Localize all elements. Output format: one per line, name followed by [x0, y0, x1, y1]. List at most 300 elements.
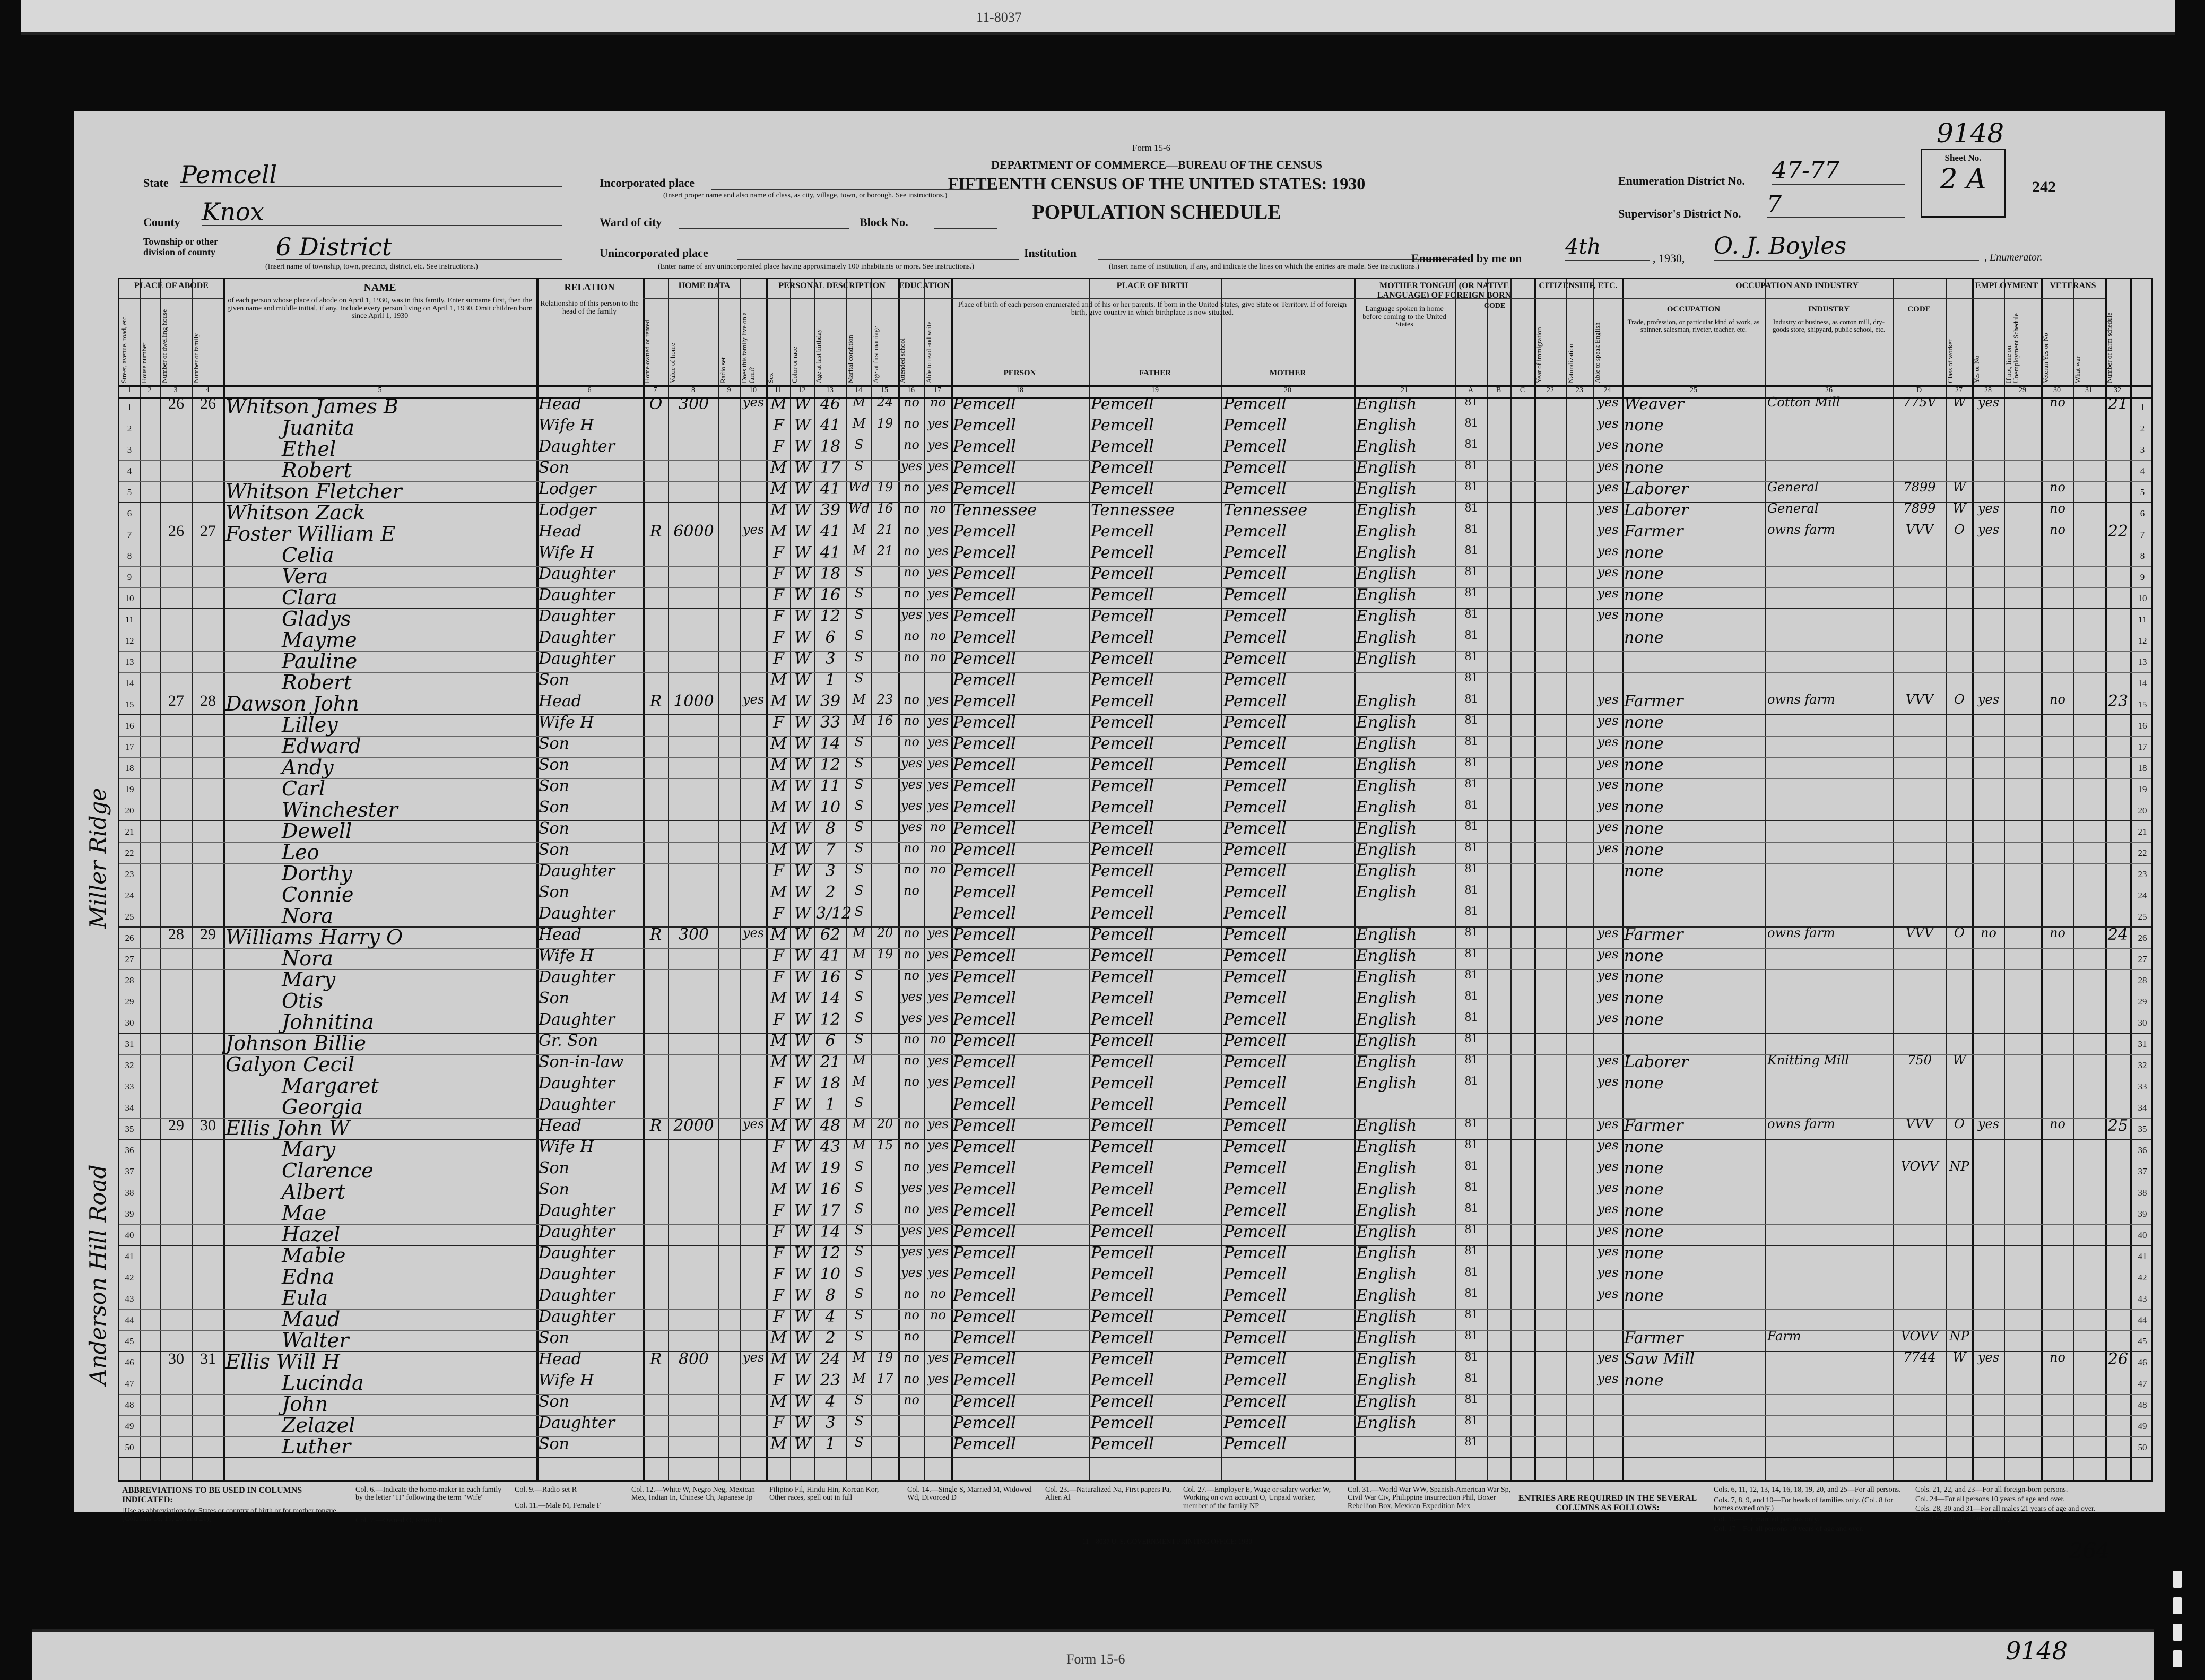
cell-age: 17	[820, 1201, 841, 1220]
cell-afm: 16	[876, 713, 893, 728]
line-number: 1	[127, 402, 132, 412]
cell-occ: none	[1624, 1074, 1664, 1093]
cell-fbp: Pemcell	[1091, 1329, 1154, 1347]
cell-occode: VOVV	[1900, 1159, 1939, 1174]
cell-race: W	[794, 777, 811, 795]
cell-name: Mable	[282, 1244, 346, 1267]
cell-rel: Head	[539, 925, 582, 944]
footer-col27: Col. 27.—Employer E, Wage or salary worker W, Working on own account O, Unpaid worker, member of the family NP	[1183, 1486, 1331, 1510]
cell-sex: M	[770, 756, 787, 774]
cell-name: Luther	[282, 1435, 351, 1458]
cell-mar: S	[854, 607, 864, 622]
cell-sex: F	[773, 543, 784, 562]
cell-age: 23	[820, 1371, 841, 1390]
cell-race: W	[794, 1371, 811, 1390]
line-number: 43	[2138, 1294, 2147, 1304]
line-number: 43	[125, 1294, 134, 1304]
cell-mbp: Pemcell	[1223, 989, 1287, 1008]
column-number: 12	[798, 386, 806, 394]
cell-name: Otis	[282, 989, 324, 1012]
cell-code: 81	[1465, 671, 1478, 685]
cell-rw: yes	[927, 1180, 949, 1195]
cell-afm: 21	[876, 543, 893, 558]
cell-eng: yes	[1597, 565, 1619, 579]
line-number: 13	[125, 657, 134, 667]
line-number: 21	[2138, 827, 2147, 837]
line-number: 3	[2140, 445, 2145, 455]
cell-sex: M	[770, 1032, 787, 1050]
cell-race: W	[794, 904, 811, 923]
group-header: OCCUPATION AND INDUSTRY	[1735, 281, 1859, 290]
cell-occode	[1895, 1435, 1944, 1459]
cell-name: Lilley	[282, 713, 338, 737]
cell-occ: Farmer	[1624, 1329, 1683, 1347]
cell-cls: O	[1954, 522, 1965, 537]
cell-sch: yes	[900, 607, 923, 622]
abbreviations-subtitle: [Use as abbreviations for States or country of birth or for mother tongue (Columns 18, 19, 20, and 21)]	[122, 1507, 336, 1523]
cell-rw: yes	[927, 713, 949, 728]
column-header: Year of immigration	[1535, 327, 1543, 383]
cell-bp: Pemcell	[953, 1223, 1016, 1241]
cell-sex: M	[770, 925, 787, 944]
cell-rel: Head	[539, 692, 582, 711]
cell-lang: English	[1356, 543, 1417, 562]
cell-occ: none	[1624, 1180, 1664, 1199]
cell-occ: none	[1624, 968, 1664, 986]
column-header: Able to read and write	[925, 321, 933, 383]
line-number: 45	[2138, 1336, 2147, 1346]
cell-age: 4	[825, 1392, 836, 1411]
line-number: 7	[2140, 530, 2145, 540]
cell-lang: English	[1356, 1371, 1417, 1390]
cell-code: 81	[1465, 1286, 1478, 1300]
cell-name: Johnson Billie	[225, 1032, 367, 1055]
cell-sch: no	[904, 1350, 919, 1365]
cell-fam: 26	[200, 395, 216, 412]
cell-eng: yes	[1597, 480, 1619, 495]
cell-race: W	[794, 1074, 811, 1093]
cell-rel: Son	[539, 883, 569, 902]
cell-code: 81	[1465, 565, 1478, 578]
cell-sch: no	[904, 628, 919, 643]
group-header: CITIZENSHIP, ETC.	[1539, 281, 1618, 290]
cell-race: W	[794, 1414, 811, 1432]
cell-name: Mae	[282, 1201, 327, 1225]
column-number: 1	[127, 386, 132, 394]
group-header: HOME DATA	[678, 281, 731, 290]
cell-dw: 27	[168, 692, 184, 709]
column-header: Naturalization	[1567, 343, 1575, 383]
cell-race: W	[794, 1053, 811, 1071]
cell-rw: yes	[927, 925, 949, 940]
cell-eng: yes	[1597, 756, 1619, 770]
cell-fbp: Pemcell	[1091, 586, 1154, 604]
cell-race: W	[794, 989, 811, 1008]
cell-sex: F	[773, 1414, 784, 1432]
cell-rel: Son	[539, 841, 569, 859]
cell-afm: 23	[876, 692, 893, 707]
footer-req8: Col. 32—For farm families only.	[1915, 1514, 2013, 1522]
cell-sch: yes	[900, 756, 923, 770]
cell-rel: Wife H	[539, 1371, 594, 1390]
line-number: 14	[125, 678, 134, 688]
column-number: 18	[1016, 386, 1023, 394]
cell-sex: F	[773, 586, 784, 604]
cell-rw: no	[930, 819, 946, 834]
cell-sex: M	[770, 777, 787, 795]
cell-mar: S	[854, 458, 864, 473]
cell-fbp: Pemcell	[1091, 692, 1154, 711]
cell-bp: Pemcell	[953, 1159, 1016, 1177]
cell-name: Foster William E	[225, 522, 396, 545]
cell-mar: M	[852, 1053, 866, 1068]
cell-sex: M	[770, 501, 787, 519]
line-number: 15	[125, 699, 134, 709]
cell-mar: M	[852, 1074, 866, 1089]
cell-val: 1000	[673, 692, 714, 711]
cell-rw: yes	[927, 480, 949, 495]
cell-sex: M	[770, 798, 787, 817]
cell-rel: Son	[539, 458, 569, 477]
line-number: 19	[125, 784, 134, 794]
cell-mbp: Pemcell	[1223, 1053, 1287, 1071]
cell-lang: English	[1356, 713, 1417, 732]
cell-lang: English	[1356, 1244, 1417, 1262]
cell-mar: S	[854, 968, 864, 983]
column-header: Number of family	[192, 333, 200, 383]
cell-rel: Daughter	[539, 904, 615, 923]
column-header: Class of worker	[1946, 339, 1954, 383]
cell-race: W	[794, 1138, 811, 1156]
cell-race: W	[794, 756, 811, 774]
column-number: 29	[2019, 386, 2026, 394]
cell-mar: S	[854, 1307, 864, 1322]
line-number: 46	[2138, 1357, 2147, 1367]
cell-mar: S	[854, 650, 864, 664]
cell-occode: VVV	[1906, 925, 1933, 940]
cell-sex: M	[770, 671, 787, 689]
cell-sch: yes	[900, 1010, 923, 1025]
cell-mbp: Pemcell	[1223, 1350, 1287, 1369]
cell-sex: F	[773, 1307, 784, 1326]
cell-mar: S	[854, 904, 864, 919]
cell-age: 18	[820, 565, 841, 583]
cell-eng: yes	[1597, 395, 1619, 410]
cell-lang: English	[1356, 777, 1417, 795]
cell-dw	[162, 1435, 190, 1459]
cell-race: W	[794, 819, 811, 838]
cell-age: 41	[820, 543, 841, 562]
cell-occ: none	[1624, 862, 1664, 880]
enumeration-district-label: Enumeration District No.	[1618, 174, 1745, 187]
cell-emp	[1974, 1435, 2003, 1459]
cell-rw: yes	[927, 1010, 949, 1025]
cell-ind: General	[1767, 501, 1819, 516]
cell-farmno: 23	[2107, 692, 2129, 711]
column-header: House number	[140, 342, 148, 383]
cell-sch: no	[904, 1201, 919, 1216]
cell-mbp: Pemcell	[1223, 1286, 1287, 1305]
cell-farm: yes	[742, 692, 765, 707]
cell-bp: Pemcell	[953, 1371, 1016, 1390]
cell-sch: no	[904, 862, 919, 877]
cell-rw: yes	[927, 565, 949, 579]
cell-occ: none	[1624, 628, 1664, 647]
cell-lang: English	[1356, 416, 1417, 435]
cell-fbp: Pemcell	[1091, 1095, 1154, 1114]
cell-fbp: Pemcell	[1091, 883, 1154, 902]
cell-mbp: Pemcell	[1223, 756, 1287, 774]
cell-occode: 775V	[1903, 395, 1937, 410]
line-number: 36	[125, 1145, 134, 1155]
cell-rw: yes	[927, 756, 949, 770]
cell-sch: yes	[900, 1180, 923, 1195]
group-header: PERSONAL DESCRIPTION	[778, 281, 886, 290]
cell-bp: Pemcell	[953, 480, 1016, 498]
cell-race: W	[794, 628, 811, 647]
cell-rel: Son	[539, 1329, 569, 1347]
cell-bp: Pemcell	[953, 1074, 1016, 1093]
cell-sch: no	[904, 480, 919, 495]
cell-race: W	[794, 1350, 811, 1369]
county-value: Knox	[202, 197, 562, 226]
cell-mbp: Pemcell	[1223, 1010, 1287, 1029]
column-header: of each person whose place of abode on April 1, 1930, was in this family. Enter surname first, then the given name and middle initial, if any. Include every person living on April 1, 1930. Omit children born since April 1, 1930	[227, 297, 533, 321]
cell-occ: Weaver	[1624, 395, 1685, 413]
cell-fam: 28	[200, 692, 216, 709]
cell-cls: W	[1952, 480, 1966, 495]
line-number: 40	[2138, 1230, 2147, 1240]
cell-ind: Farm	[1767, 1329, 1801, 1344]
line-number: 28	[2138, 975, 2147, 985]
cell-eng	[1595, 1435, 1621, 1459]
cell-name: Hazel	[282, 1223, 341, 1246]
cell-rel: Head	[539, 395, 582, 413]
cell-mbp: Pemcell	[1223, 777, 1287, 795]
cell-sch: no	[904, 1032, 919, 1046]
cell-sch: no	[904, 1138, 919, 1153]
cell-sex: M	[770, 883, 787, 902]
cell-rel: Daughter	[539, 1265, 615, 1284]
cell-mar: S	[854, 1201, 864, 1216]
cell-bp: Pemcell	[953, 862, 1016, 880]
group-header: EMPLOYMENT	[1975, 281, 2038, 290]
cell-cls: O	[1954, 1116, 1965, 1131]
cell-emp: no	[1981, 925, 1996, 940]
cell-occ: none	[1624, 586, 1664, 604]
cell-fam: 29	[200, 925, 216, 943]
cell-bp: Pemcell	[953, 522, 1016, 541]
cell-occ: Laborer	[1624, 480, 1689, 498]
cell-lang: English	[1356, 458, 1417, 477]
cell-mar: M	[852, 1116, 866, 1131]
film-sprocket	[2173, 1624, 2182, 1641]
cell-farm: yes	[742, 522, 765, 537]
cell-lang: English	[1356, 395, 1417, 413]
cell-sex: F	[773, 1244, 784, 1262]
cell-eng: yes	[1597, 437, 1619, 452]
film-sprocket	[2173, 1650, 2182, 1667]
cell-name: Walter	[282, 1329, 349, 1352]
cell-mar: S	[854, 586, 864, 601]
cell-bp: Pemcell	[953, 883, 1016, 902]
column-header: PERSON	[1003, 369, 1036, 377]
line-number: 4	[127, 466, 132, 476]
entries-required-title: ENTRIES ARE REQUIRED IN THE SEVERAL COLUMNS AS FOLLOWS:	[1518, 1494, 1697, 1512]
column-header: FATHER	[1139, 369, 1171, 377]
cell-code: 81	[1465, 1350, 1478, 1364]
column-header: Street, avenue, road, etc.	[120, 315, 128, 383]
cell-ind: owns farm	[1767, 692, 1835, 707]
cell-occode: 7744	[1903, 1350, 1936, 1365]
cell-bp: Pemcell	[953, 565, 1016, 583]
cell-age: 41	[820, 480, 841, 498]
line-number: 8	[127, 551, 132, 561]
cell-lang: English	[1356, 734, 1417, 753]
cell-bp: Pemcell	[953, 1350, 1016, 1369]
film-edge-bottom	[32, 1629, 2154, 1680]
line-number: 8	[2140, 551, 2145, 561]
line-number: 44	[125, 1315, 134, 1325]
line-number: 30	[125, 1018, 134, 1028]
cell-rw: yes	[927, 692, 949, 707]
column-number: 6	[587, 386, 592, 394]
cell-cls: NP	[1949, 1159, 1969, 1174]
cell-name: Eula	[282, 1286, 328, 1310]
cell-sex: M	[770, 1329, 787, 1347]
cell-rel: Son	[539, 734, 569, 753]
cell-code: 81	[1465, 395, 1478, 409]
column-header: Age at last birthday	[814, 328, 822, 383]
cell-mbp: Pemcell	[1223, 968, 1287, 986]
cell-age: 2	[825, 1329, 836, 1347]
cell-code: 81	[1465, 1138, 1478, 1151]
cell-rel: Son	[539, 777, 569, 795]
cell-vet: no	[2050, 395, 2065, 410]
cell-sex: M	[770, 1392, 787, 1411]
cell-cls: W	[1952, 395, 1966, 410]
line-number: 29	[2138, 997, 2147, 1007]
cell-mar: S	[854, 862, 864, 877]
cell-lang: English	[1356, 1392, 1417, 1411]
cell-rw: yes	[927, 798, 949, 813]
cell-sch: no	[904, 734, 919, 749]
cell-lang: English	[1356, 501, 1417, 519]
cell-sch: no	[904, 947, 919, 962]
cell-sex: F	[773, 1138, 784, 1156]
cell-code: 81	[1465, 692, 1478, 706]
cell-race: W	[794, 1329, 811, 1347]
cell-age: 33	[820, 713, 841, 732]
cell-sex: M	[770, 395, 787, 413]
cell-age: 48	[820, 1116, 841, 1135]
cell-age: 39	[820, 501, 841, 519]
cell-lang: English	[1356, 925, 1417, 944]
column-number: 28	[1984, 386, 1992, 394]
cell-age: 11	[820, 777, 841, 795]
cell-name: Zelazel	[282, 1414, 355, 1437]
cell-bp: Pemcell	[953, 777, 1016, 795]
cell-rel: Daughter	[539, 1074, 615, 1093]
cell-eng: yes	[1597, 734, 1619, 749]
cell-age: 10	[820, 798, 841, 817]
cell-name: Dawson John	[225, 692, 359, 715]
cell-emp: yes	[1977, 692, 2000, 707]
cell-eng: yes	[1597, 989, 1619, 1004]
cell-lang: English	[1356, 756, 1417, 774]
cell-race: W	[794, 565, 811, 583]
column-number: 13	[826, 386, 834, 394]
cell-lang: English	[1356, 1010, 1417, 1029]
cell-name: Juanita	[282, 416, 354, 439]
column-number: A	[1468, 386, 1474, 394]
cell-eng: yes	[1597, 1180, 1619, 1195]
cell-lang: English	[1356, 628, 1417, 647]
line-number: 35	[125, 1124, 134, 1134]
cell-sex: F	[773, 947, 784, 965]
cell-bp: Pemcell	[953, 1435, 1016, 1453]
cell-code: 81	[1465, 543, 1478, 557]
supervisor-district-label: Supervisor's District No.	[1618, 207, 1741, 220]
cell-sex: F	[773, 904, 784, 923]
cell-rel: Daughter	[539, 1307, 615, 1326]
enumerated-year: , 1930,	[1653, 252, 1685, 265]
line-number: 34	[125, 1103, 134, 1113]
line-number: 27	[2138, 954, 2147, 964]
cell-mbp: Pemcell	[1223, 798, 1287, 817]
cell-bp: Pemcell	[953, 692, 1016, 711]
cell-rel: Son	[539, 756, 569, 774]
cell-sch: no	[904, 522, 919, 537]
cell-mbp: Pemcell	[1223, 650, 1287, 668]
cell-rw: yes	[927, 1074, 949, 1089]
sheet-number: 2 A	[1940, 163, 1986, 195]
census-sheet	[74, 111, 2165, 1563]
enumeration-district-value: 47-77	[1772, 157, 1905, 185]
cell-cls: O	[1954, 692, 1965, 707]
cell-lang: English	[1356, 1329, 1417, 1347]
cell-name: Dewell	[282, 819, 352, 843]
cell-fbp: Pemcell	[1091, 841, 1154, 859]
cell-sex: F	[773, 1010, 784, 1029]
cell-eng: yes	[1597, 968, 1619, 983]
column-number: 4	[205, 386, 210, 394]
cell-bp: Pemcell	[953, 1116, 1016, 1135]
cell-lang: English	[1356, 989, 1417, 1008]
cell-age: 16	[820, 1180, 841, 1199]
cell-mar: S	[854, 989, 864, 1004]
cell-eng: yes	[1597, 1074, 1619, 1089]
cell-emp: yes	[1977, 395, 2000, 410]
cell-sch: yes	[900, 458, 923, 473]
cell-mar: S	[854, 883, 864, 898]
cell-fbp: Pemcell	[1091, 777, 1154, 795]
line-number: 19	[2138, 784, 2147, 794]
institution-hint: (Insert name of institution, if any, and indicate the lines on which the entries are made. See instructions.)	[1109, 263, 1419, 271]
cell-occode: VOVV	[1900, 1329, 1939, 1344]
cell-mar: M	[852, 1371, 866, 1386]
cell-occ: none	[1624, 756, 1664, 774]
cell-age: 21	[820, 1053, 841, 1071]
cell-fbp: Tennessee	[1091, 501, 1175, 519]
cell-mbp: Pemcell	[1223, 458, 1287, 477]
cell-fbp: Pemcell	[1091, 989, 1154, 1008]
cell-sch: no	[904, 437, 919, 452]
group-header: PLACE OF ABODE	[134, 281, 209, 290]
cell-mar: S	[854, 819, 864, 834]
cell-mbp: Pemcell	[1223, 947, 1287, 965]
cell-occode: 750	[1907, 1053, 1932, 1068]
